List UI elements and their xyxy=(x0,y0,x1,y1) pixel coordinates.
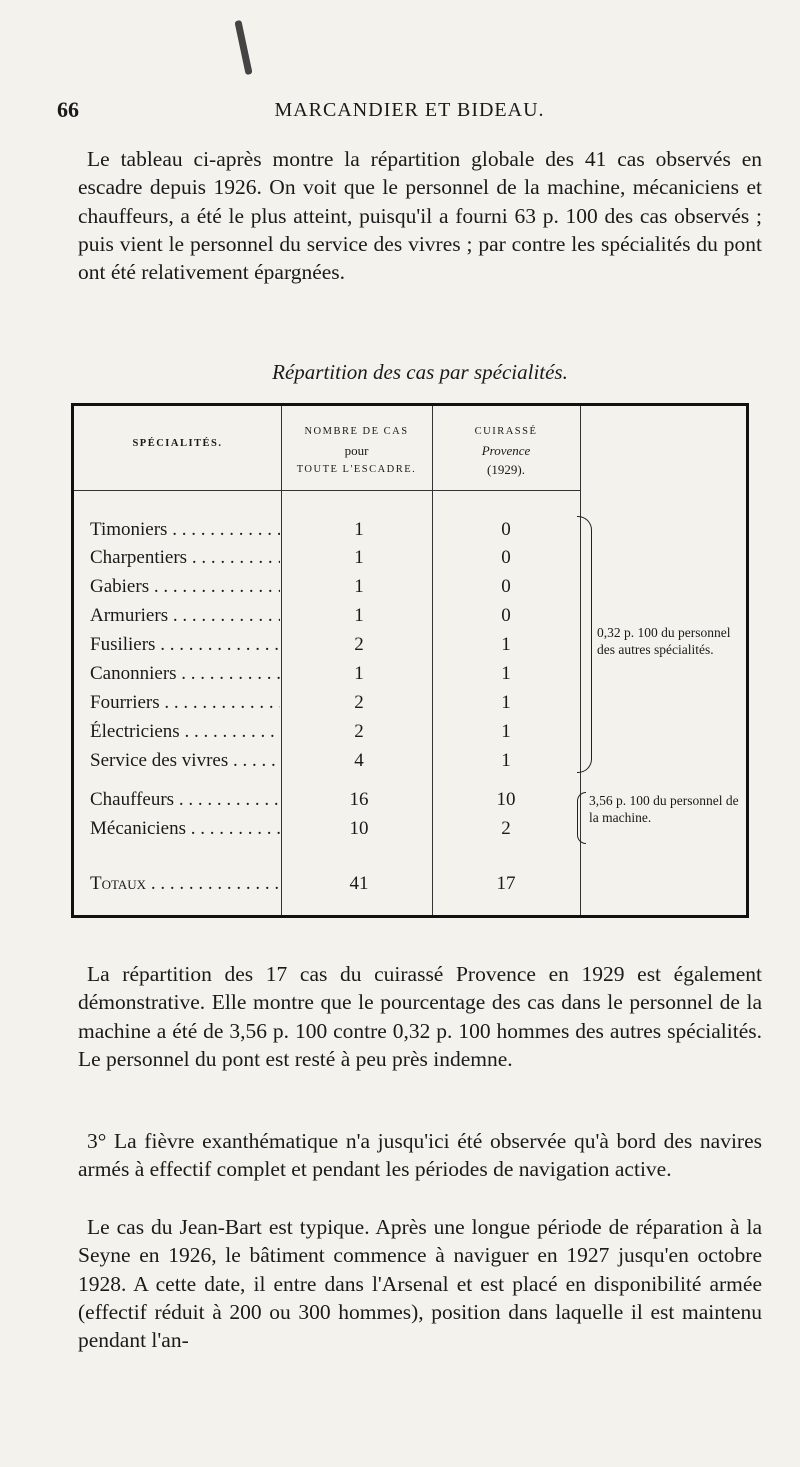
totals-escadre: 41 xyxy=(349,873,369,894)
row-provence: 1 xyxy=(501,692,511,713)
row-speciality: Mécaniciens . . . xyxy=(90,818,280,840)
header-nombre-line2: pour xyxy=(344,443,369,458)
row-speciality: Charpentiers . . . xyxy=(90,547,280,569)
header-nombre-line3: TOUTE L'ESCADRE. xyxy=(296,464,417,475)
page-number: 66 xyxy=(57,97,79,122)
row-speciality: Timoniers . . . xyxy=(90,519,280,541)
note-machine: 3,56 p. 100 du personnel de la machine. xyxy=(589,793,739,825)
row-escadre: 4 xyxy=(354,750,364,771)
header-cuirasse xyxy=(432,422,580,479)
row-escadre: 1 xyxy=(354,519,364,540)
row-provence: 0 xyxy=(501,519,511,540)
table-caption: Répartition des cas par spécialités. xyxy=(272,360,568,384)
table-row xyxy=(74,547,746,575)
row-escadre: 2 xyxy=(354,692,364,713)
paragraph-fievre: 3° La fièvre exanthématique n'a jusqu'ici été observée qu'à bord des navires armés à effectif complet et pendant les périodes de navigation active. xyxy=(78,1129,762,1182)
row-escadre: 16 xyxy=(349,789,369,810)
row-escadre: 1 xyxy=(354,547,364,568)
row-escadre: 2 xyxy=(354,721,364,742)
header-rule xyxy=(74,490,580,491)
paragraph-jean-bart: Le cas du Jean-Bart est typique. Après une longue période de réparation à la Seyne en 1926, le bâtiment commence à naviguer en 1927 jusqu'en octobre 1928. A cette date, il entre dans l'Arsenal et est placé en disponibilité armée (effectif réduit à 200 ou 300 hommes), position dans laquelle il est maintenu pendant l'an- xyxy=(78,1215,762,1353)
note-other-specialities: 0,32 p. 100 du personnel des autres spécialités. xyxy=(597,625,731,657)
cases-table xyxy=(71,403,749,918)
row-speciality: Canonniers . . . xyxy=(90,663,280,685)
row-escadre: 1 xyxy=(354,605,364,626)
row-provence: 0 xyxy=(501,547,511,568)
row-escadre: 10 xyxy=(349,818,369,839)
header-nombre-cas xyxy=(281,422,432,479)
row-speciality: Fusiliers . . . xyxy=(90,634,280,656)
scan-speck xyxy=(234,20,252,75)
table-row xyxy=(74,663,746,691)
row-speciality: Service des vivres . . . xyxy=(90,750,280,772)
header-specialites: SPÉCIALITÉS. xyxy=(132,438,223,449)
totals-provence: 17 xyxy=(496,873,516,894)
row-escadre: 1 xyxy=(354,663,364,684)
header-cuirasse-line2: Provence xyxy=(481,443,531,458)
row-speciality: Électriciens . . . xyxy=(90,721,280,743)
header-cuirasse-line1: CUIRASSÉ xyxy=(474,426,538,437)
row-speciality: Fourriers . . . xyxy=(90,692,280,714)
row-speciality: Armuriers . . . xyxy=(90,605,280,627)
brace-machine xyxy=(577,792,586,844)
table-row xyxy=(74,721,746,749)
header-nombre-line1: NOMBRE DE CAS xyxy=(304,426,409,437)
brace-other-specialities xyxy=(577,516,592,773)
table-row xyxy=(74,750,746,778)
totals-row xyxy=(74,873,746,901)
row-provence: 1 xyxy=(501,663,511,684)
row-speciality: Gabiers . . . xyxy=(90,576,280,598)
intro-paragraph: Le tableau ci-après montre la répartition globale des 41 cas observés en escadre depuis 1926. On voit que le personnel de la machine, mécaniciens et chauffeurs, a été le plus atteint, puisqu'il a fourni 63 p. 100 des cas observés ; puis vient le personnel du service des vivres ; par contre les spécialités du pont ont été relativement épargnées. xyxy=(78,147,762,285)
row-provence: 2 xyxy=(501,818,511,839)
row-provence: 1 xyxy=(501,750,511,771)
header-cuirasse-line3: (1929). xyxy=(487,462,525,477)
running-head: MARCANDIER ET BIDEAU. xyxy=(274,99,545,121)
row-escadre: 2 xyxy=(354,634,364,655)
row-provence: 1 xyxy=(501,634,511,655)
row-speciality: Chauffeurs . . . xyxy=(90,789,280,811)
row-provence: 0 xyxy=(501,605,511,626)
paragraph-provence: La répartition des 17 cas du cuirassé Provence en 1929 est également démonstrative. Elle montre que le pourcentage des cas dans le personnel de la machine a été de 3,56 p. 100 contre 0,32 p. 100 hommes des autres spécialités. Le personnel du pont est resté à peu près indemne. xyxy=(78,962,762,1071)
page-header xyxy=(57,97,762,127)
table-row xyxy=(74,576,746,604)
table-row xyxy=(74,692,746,720)
row-provence: 0 xyxy=(501,576,511,597)
row-provence: 1 xyxy=(501,721,511,742)
totals-label: Totaux . . . xyxy=(90,873,280,895)
row-escadre: 1 xyxy=(354,576,364,597)
table-row xyxy=(74,519,746,547)
row-provence: 10 xyxy=(496,789,516,810)
